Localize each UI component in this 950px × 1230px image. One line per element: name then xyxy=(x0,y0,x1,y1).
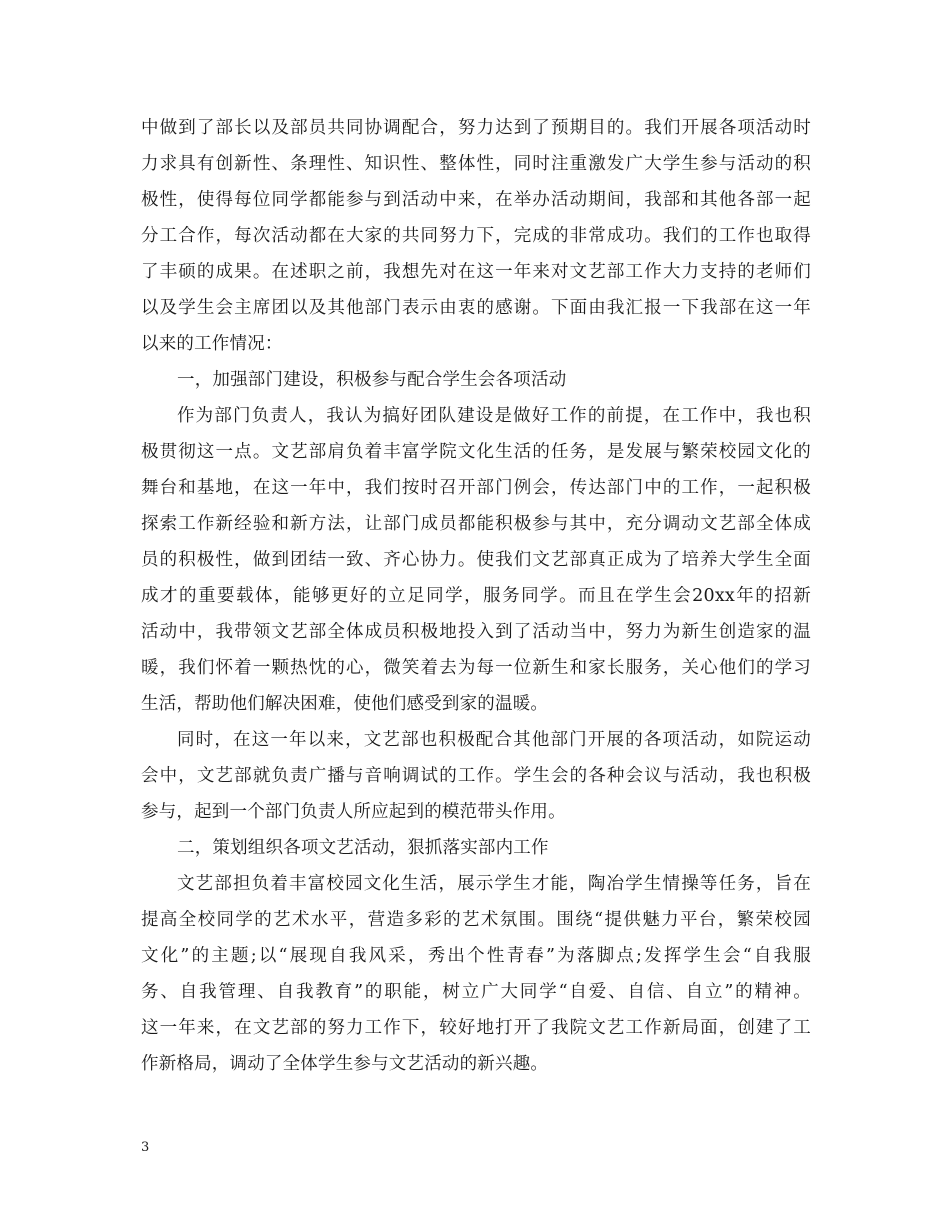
body-line: 员的积极性，做到团结一致、齐心协力。使我们文艺部真正成为了培养大学生全面 xyxy=(141,550,811,570)
body-line: 会中，文艺部就负责广播与音响调试的工作。学生会的各种会议与活动，我也积极 xyxy=(141,766,811,786)
body-line: 成才的重要载体，能够更好的立足同学，服务同学。而且在学生会20xx年的招新 xyxy=(141,586,811,606)
body-line: 作为部门负责人，我认为搞好团队建设是做好工作的前提，在工作中，我也积 xyxy=(177,406,811,426)
body-line: 文艺部担负着丰富校园文化生活，展示学生才能，陶冶学生情操等任务，旨在 xyxy=(177,874,811,894)
body-line: 同时，在这一年以来，文艺部也积极配合其他部门开展的各项活动，如院运动 xyxy=(177,730,811,750)
section-heading: 一，加强部门建设，积极参与配合学生会各项活动 xyxy=(177,370,567,390)
body-line: 文化”的主题;以“展现自我风采，秀出个性青春”为落脚点;发挥学生会“自我服 xyxy=(141,946,811,966)
body-line: 以来的工作情况： xyxy=(141,334,283,354)
body-line: 活动中，我带领文艺部全体成员积极地投入到了活动当中，努力为新生创造家的温 xyxy=(141,622,811,642)
body-line: 极贯彻这一点。文艺部肩负着丰富学院文化生活的任务，是发展与繁荣校园文化的 xyxy=(141,442,811,462)
body-line: 舞台和基地，在这一年中，我们按时召开部门例会，传达部门中的工作，一起积极 xyxy=(141,478,811,498)
body-line: 生活，帮助他们解决困难，使他们感受到家的温暖。 xyxy=(141,694,549,714)
section-heading: 二，策划组织各项文艺活动，狠抓落实部内工作 xyxy=(177,838,549,858)
body-line: 分工合作，每次活动都在大家的共同努力下，完成的非常成功。我们的工作也取得 xyxy=(141,226,811,246)
body-line: 中做到了部长以及部员共同协调配合，努力达到了预期目的。我们开展各项活动时 xyxy=(141,118,811,138)
body-line: 这一年来，在文艺部的努力工作下，较好地打开了我院文艺工作新局面，创建了工 xyxy=(141,1018,811,1038)
body-line: 了丰硕的成果。在述职之前，我想先对在这一年来对文艺部工作大力支持的老师们 xyxy=(141,262,811,282)
body-line: 务、自我管理、自我教育”的职能，树立广大同学“自爱、自信、自立”的精神。 xyxy=(141,982,811,1002)
body-line: 暖，我们怀着一颗热忱的心，微笑着去为每一位新生和家长服务，关心他们的学习 xyxy=(141,658,811,678)
document-body xyxy=(141,110,811,1082)
body-line: 探索工作新经验和新方法，让部门成员都能积极参与其中，充分调动文艺部全体成 xyxy=(141,514,811,534)
body-line: 力求具有创新性、条理性、知识性、整体性，同时注重激发广大学生参与活动的积 xyxy=(141,154,811,174)
body-line: 作新格局，调动了全体学生参与文艺活动的新兴趣。 xyxy=(141,1054,549,1074)
body-line: 提高全校同学的艺术水平，营造多彩的艺术氛围。围绕“提供魅力平台，繁荣校园 xyxy=(141,910,811,930)
page-number: 3 xyxy=(141,1140,150,1155)
body-line: 参与，起到一个部门负责人所应起到的模范带头作用。 xyxy=(141,802,566,822)
body-line: 以及学生会主席团以及其他部门表示由衷的感谢。下面由我汇报一下我部在这一年 xyxy=(141,298,811,318)
body-line: 极性，使得每位同学都能参与到活动中来，在举办活动期间，我部和其他各部一起 xyxy=(141,190,811,210)
